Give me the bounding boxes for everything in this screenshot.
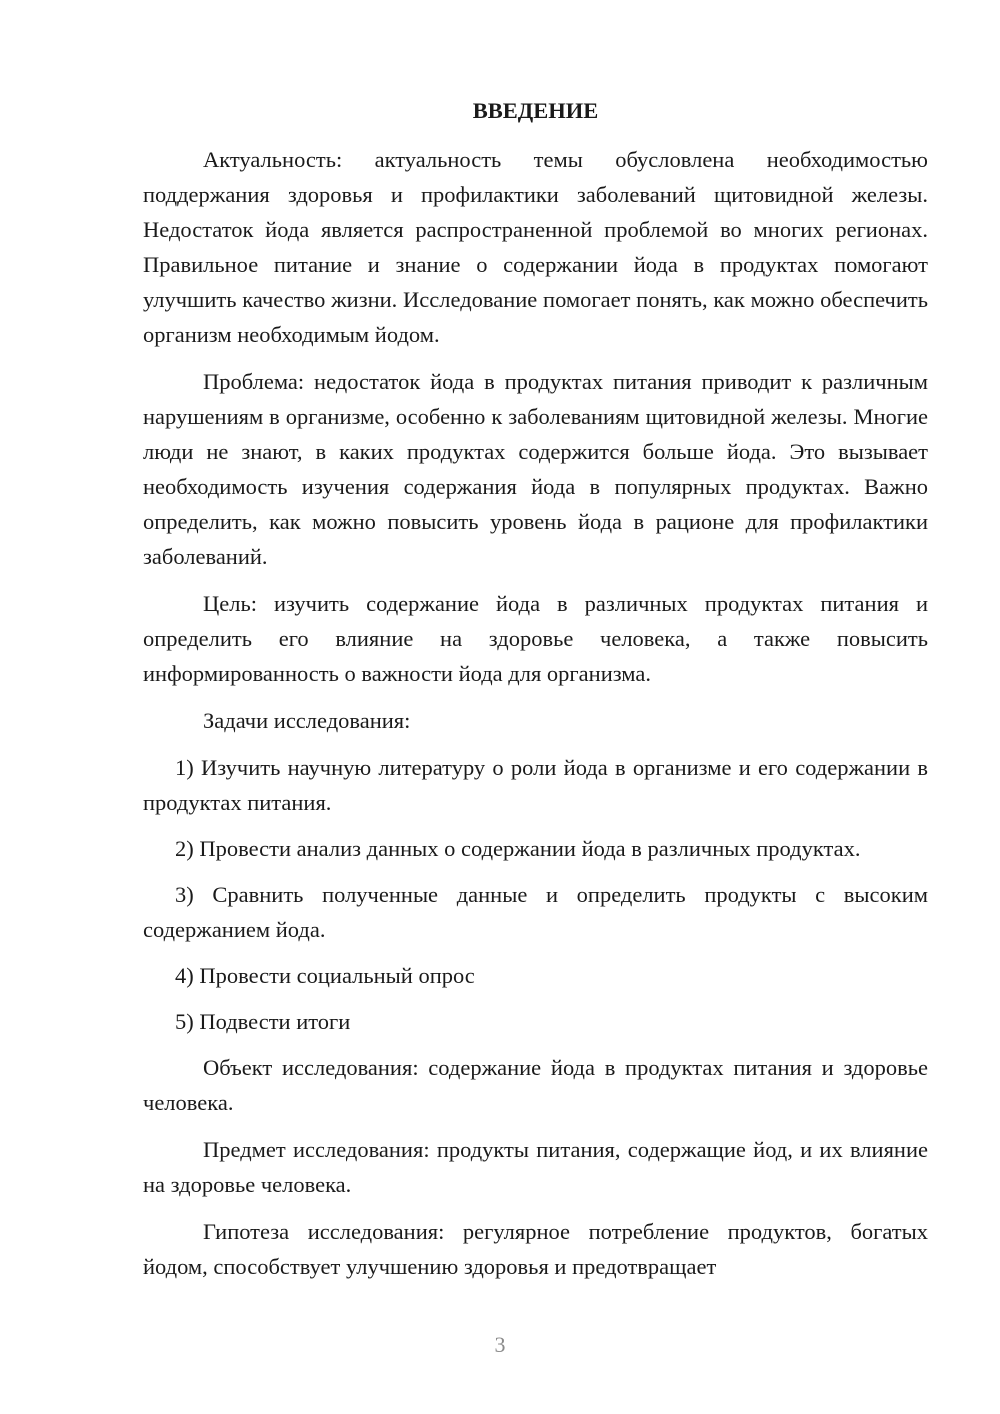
tasks-heading: Задачи исследования: xyxy=(203,708,411,733)
paragraph-problem: Проблема: недостаток йода в продуктах питания приводит к различным нарушениям в организме, особенно к заболеваниям щитовидной железы. Многие люди не знают, в каких продуктах содержится больше йода. Это вызывает необходимость изучения содержания йода в популярных продуктах. Важно определить, как можно повысить уровень йода в рационе для профилактики заболеваний. xyxy=(143,369,928,569)
task-item-4: 4) Провести социальный опрос xyxy=(175,963,475,988)
paragraph-subject: Предмет исследования: продукты питания, содержащие йод, и их влияние на здоровье человека. xyxy=(143,1137,928,1197)
section-title: ВВЕДЕНИЕ xyxy=(472,98,599,123)
task-item-2: 2) Провести анализ данных о содержании йода в различных продуктах. xyxy=(175,836,861,861)
page-number: 3 xyxy=(494,1332,506,1357)
paragraph-relevance: Актуальность: актуальность темы обусловлена необходимостью поддержания здоровья и профилактики заболеваний щитовидной железы. Недостаток йода является распространенной проблемой во многих регионах. Правильное питание и знание о содержании йода в продуктах помогают улучшить качество жизни. Исследование помогает понять, как можно обеспечить организм необходимым йодом. xyxy=(143,147,928,347)
paragraph-goal: Цель: изучить содержание йода в различных продуктах питания и определить его влияние на здоровье человека, а также повысить информированность о важности йода для организма. xyxy=(143,591,928,686)
task-item-5: 5) Подвести итоги xyxy=(175,1009,351,1034)
task-item-1: 1) Изучить научную литературу о роли йода в организме и его содержании в продуктах питания. xyxy=(143,755,928,815)
task-item-3: 3) Сравнить полученные данные и определить продукты с высоким содержанием йода. xyxy=(143,882,928,942)
paragraph-hypothesis: Гипотеза исследования: регулярное потребление продуктов, богатых йодом, способствует улучшению здоровья и предотвращает xyxy=(143,1219,928,1279)
document-page xyxy=(143,96,928,1284)
paragraph-object: Объект исследования: содержание йода в продуктах питания и здоровье человека. xyxy=(143,1055,928,1115)
